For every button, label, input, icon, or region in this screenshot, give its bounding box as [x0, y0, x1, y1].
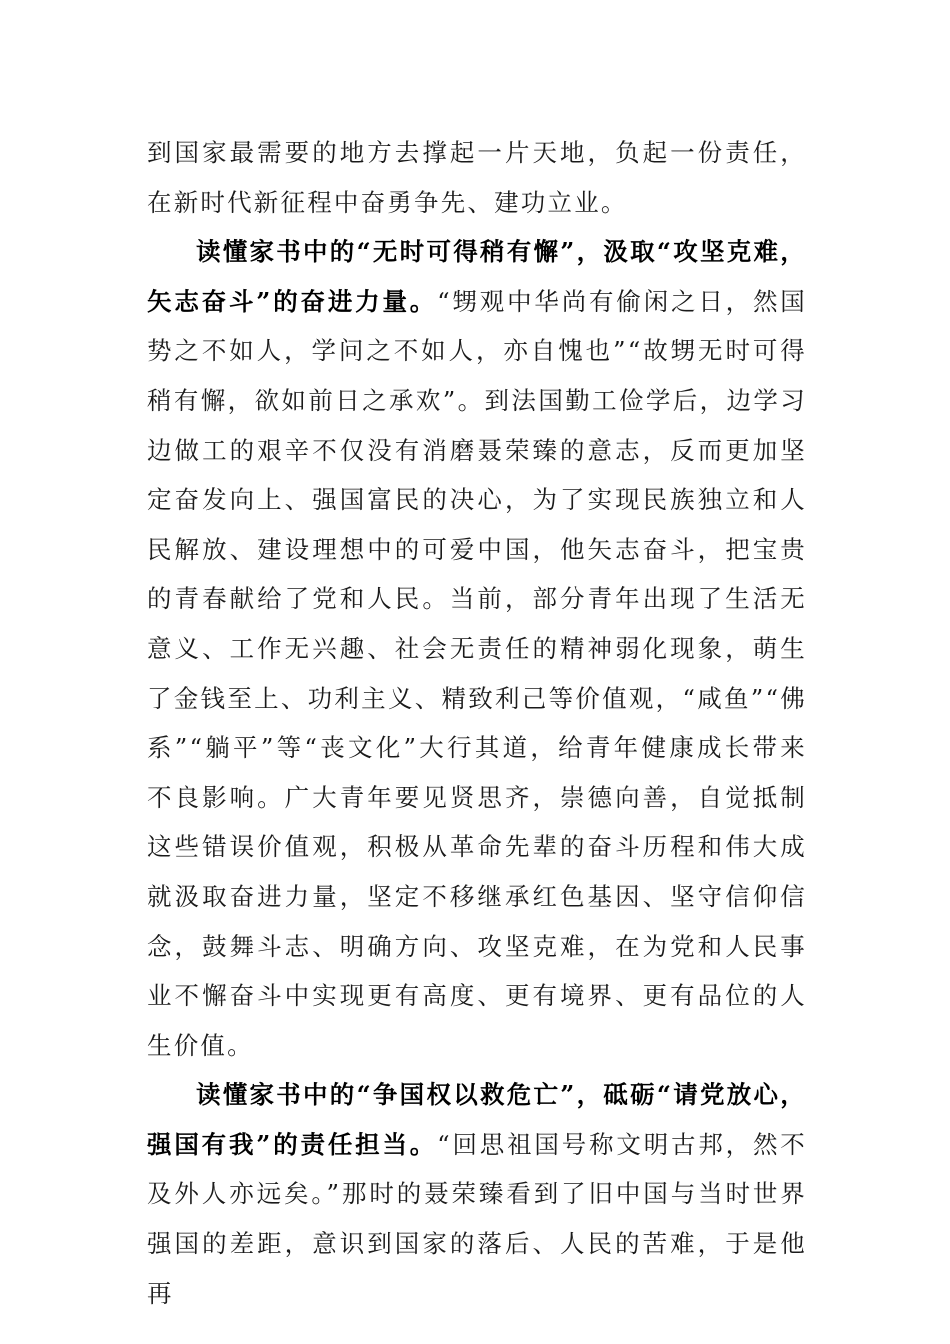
paragraph-1-text: 到国家最需要的地方去撑起一片天地，负起一份责任，在新时代新征程中奋勇争先、建功立业。	[147, 138, 807, 217]
paragraph-3	[147, 1070, 807, 1318]
paragraph-2-text: “甥观中华尚有偷闲之日，然国势之不如人，学问之不如人，亦自愧也”“故甥无时可得稍有懈，欲如前日之承欢”。到法国勤工俭学后，边学习边做工的艰辛不仅没有消磨聂荣臻的意志，反而更加坚定奋发向上、强国富民的决心，为了实现民族独立和人民解放、建设理想中的可爱中国，他矢志奋斗，把宝贵的青春献给了党和人民。当前，部分青年出现了生活无意义、工作无兴趣、社会无责任的精神弱化现象，萌生了金钱至上、功利主义、精致利己等价值观，“咸鱼”“佛系”“躺平”等“丧文化”大行其道，给青年健康成长带来不良影响。广大青年要见贤思齐，崇德向善，自觉抵制这些错误价值观，积极从革命先辈的奋斗历程和伟大成就汲取奋进力量，坚定不移继承红色基因、坚守信仰信念，鼓舞斗志、明确方向、攻坚克难，在为党和人民事业不懈奋斗中实现更有高度、更有境界、更有品位的人生价值。	[147, 286, 807, 1060]
document-body	[147, 128, 807, 1318]
paragraph-2	[147, 227, 807, 1070]
paragraph-1	[147, 128, 807, 227]
paragraph-2-lead: 读懂家书中的“无时可得稍有懈”，汲取“攻坚克难，矢志奋斗”的奋进力量。	[147, 237, 807, 316]
paragraph-3-text: “回思祖国号称文明古邦，然不及外人亦远矣。”那时的聂荣臻看到了旧中国与当时世界强国的差距，意识到国家的落后、人民的苦难，于是他再	[147, 1129, 807, 1308]
paragraph-3-lead: 读懂家书中的“争国权以救危亡”，砥砺“请党放心，强国有我”的责任担当。	[147, 1080, 807, 1159]
